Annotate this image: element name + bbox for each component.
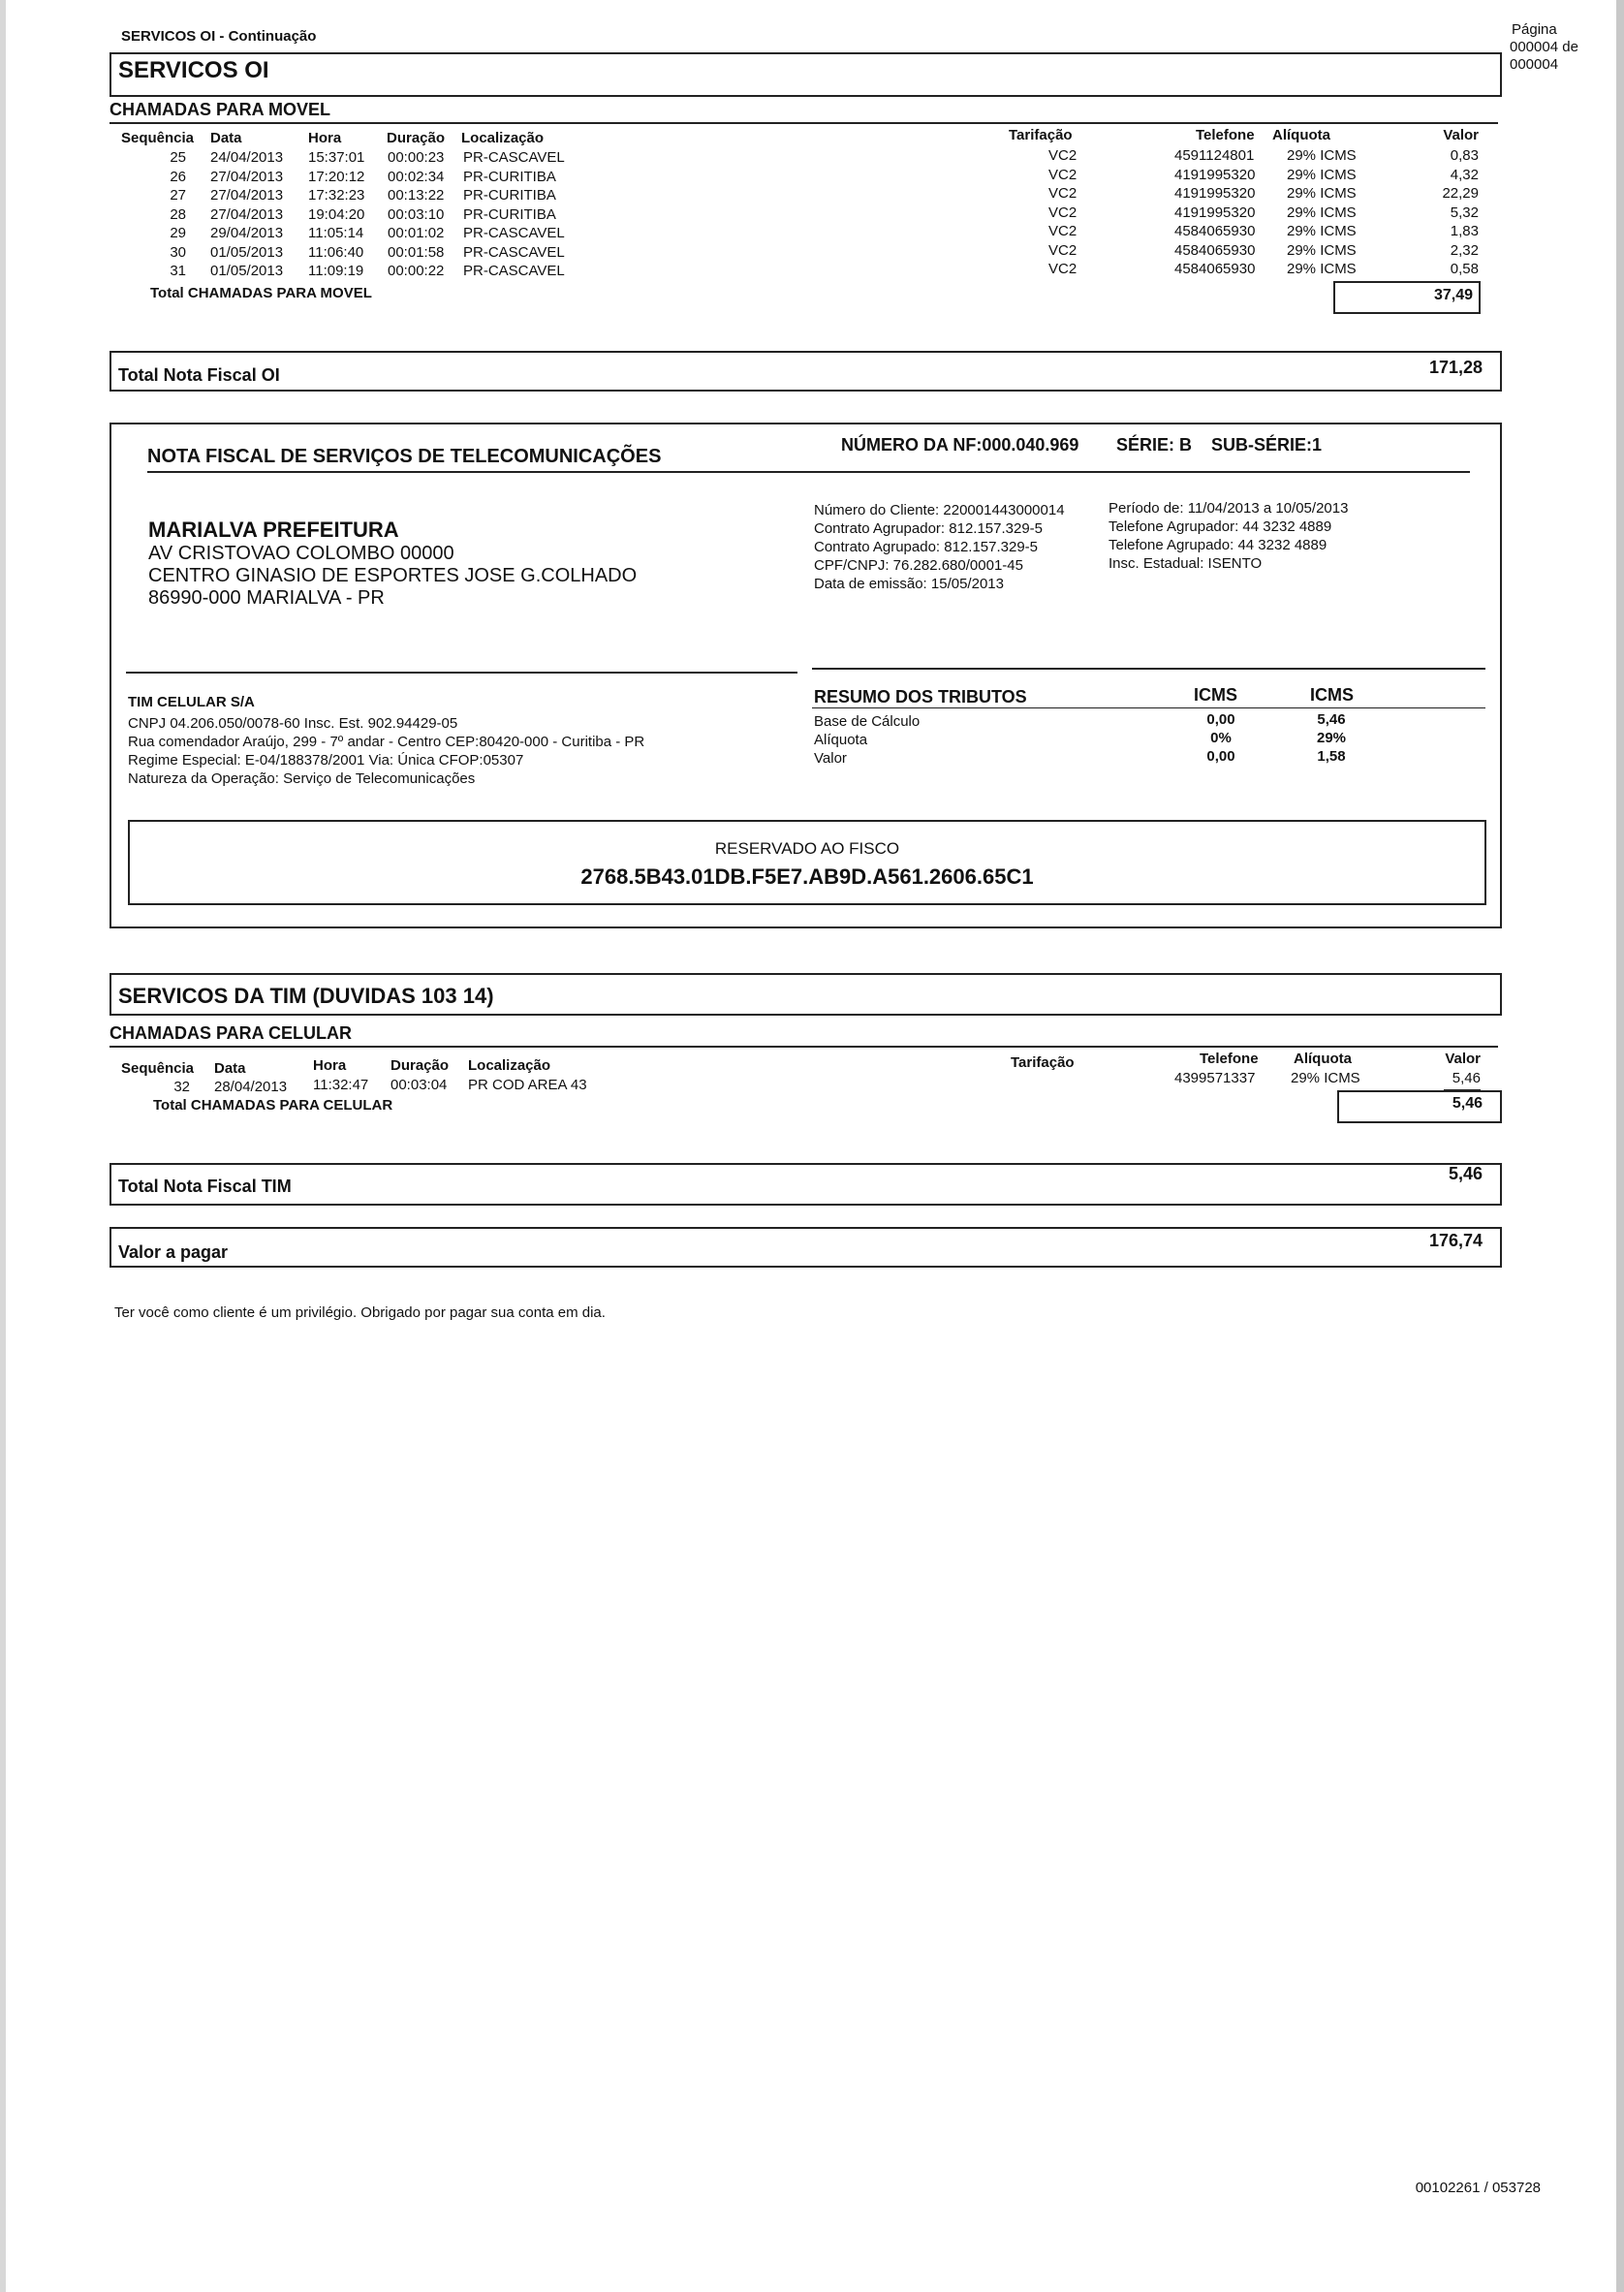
customer-name: MARIALVA PREFEITURA [148, 518, 399, 542]
table-cell: 01/05/2013 [210, 263, 284, 279]
table-cell: 29% ICMS [1287, 166, 1357, 183]
table-cell: 11:06:40 [308, 243, 364, 261]
tax-row-value: 0% [1210, 730, 1232, 746]
period-info-line: Insc. Estadual: ISENTO [1109, 555, 1263, 572]
tax-row-value: 0,00 [1206, 748, 1235, 765]
nf-number: NÚMERO DA NF:000.040.969 [841, 435, 1079, 455]
tim-calls-divider [109, 1046, 1498, 1048]
tim-row-value: 5,46 [1452, 1070, 1481, 1086]
table-cell: 00:03:10 [388, 205, 445, 223]
taxes-values-1 [1192, 710, 1250, 766]
fisco-box [128, 820, 1486, 905]
nf-series: SÉRIE: B [1116, 435, 1193, 455]
issuer-details [128, 714, 644, 788]
client-info-line: Número do Cliente: 220001443000014 [814, 502, 1065, 518]
section-title-oi: SERVICOS OI [118, 57, 269, 83]
table-cell: 00:00:23 [388, 149, 445, 166]
table-cell: PR-CASCAVEL [463, 225, 565, 241]
client-info-line: Data de emissão: 15/05/2013 [814, 576, 1004, 592]
table-cell: 28 [170, 205, 186, 223]
taxes-title: RESUMO DOS TRIBUTOS [814, 687, 1027, 706]
table-cell: 24/04/2013 [210, 149, 284, 166]
taxes-values-2 [1302, 710, 1360, 766]
tim-col-header-value: Valor [1445, 1051, 1481, 1067]
table-cell: 29% ICMS [1287, 261, 1357, 277]
col-header-seq: Sequência [121, 130, 195, 146]
taxes-col-2: ICMS [1310, 685, 1354, 705]
oi-location-column [463, 148, 565, 281]
table-cell: PR-CASCAVEL [463, 149, 565, 166]
taxes-labels [814, 712, 920, 768]
oi-total-box [109, 351, 1502, 392]
table-cell: 22,29 [1442, 185, 1479, 202]
issuer-line: Rua comendador Araújo, 299 - 7º andar - Centro CEP:80420-000 - Curitiba - PR [128, 734, 645, 750]
tim-col-header-date: Data [214, 1060, 246, 1077]
to-pay-value: 176,74 [1428, 1231, 1483, 1250]
tax-row-label: Alíquota [814, 732, 868, 748]
col-header-rate: Alíquota [1272, 127, 1330, 143]
tax-row-value: 29% [1316, 730, 1347, 746]
table-cell: 29% ICMS [1287, 241, 1357, 259]
table-cell: 29% ICMS [1287, 223, 1357, 239]
col-header-duration: Duração [387, 130, 446, 146]
oi-calls-section-title: CHAMADAS PARA MOVEL [109, 100, 330, 119]
table-cell: VC2 [1048, 185, 1077, 202]
table-cell: VC2 [1048, 204, 1077, 221]
tax-row-value: 1,58 [1317, 748, 1346, 765]
nf-title-divider [147, 471, 1470, 473]
table-cell: 11:05:14 [308, 225, 364, 241]
taxes-divider-top [812, 668, 1485, 670]
table-cell: PR-CASCAVEL [463, 243, 565, 261]
table-cell: 30 [170, 243, 186, 261]
table-cell: 27/04/2013 [210, 205, 284, 223]
footer-message: Ter você como cliente é um privilégio. Obrigado por pagar sua conta em dia. [114, 1304, 606, 1321]
oi-calls-divider [109, 122, 1498, 124]
col-header-location: Localização [461, 130, 545, 146]
oi-date-column [210, 148, 283, 281]
col-header-phone: Telefone [1196, 127, 1255, 143]
tim-col-header-phone: Telefone [1200, 1051, 1259, 1067]
document-code: 00102261 / 053728 [1415, 2180, 1541, 2196]
oi-value-column [1395, 146, 1479, 279]
table-cell: 5,32 [1450, 204, 1479, 221]
page-number: 000004 de [1510, 39, 1578, 55]
table-cell: 17:32:23 [308, 187, 365, 204]
table-cell: 31 [170, 263, 186, 279]
client-info-line: Contrato Agrupador: 812.157.329-5 [814, 520, 1044, 537]
tim-row-seq: 32 [173, 1079, 190, 1095]
table-cell: VC2 [1048, 147, 1077, 164]
table-cell: 26 [170, 168, 186, 185]
table-cell: 4191995320 [1174, 166, 1256, 183]
table-cell: VC2 [1048, 223, 1077, 239]
tim-row-rate: 29% ICMS [1291, 1070, 1360, 1086]
table-cell: VC2 [1048, 166, 1077, 183]
fisco-label: RESERVADO AO FISCO [714, 839, 900, 858]
oi-seq-column [155, 148, 186, 281]
table-cell: 4584065930 [1174, 261, 1256, 277]
client-info [814, 501, 1065, 593]
table-cell: 29% ICMS [1287, 204, 1357, 221]
table-cell: VC2 [1048, 241, 1077, 259]
table-cell: PR-CASCAVEL [463, 263, 565, 279]
tim-row-phone: 4399571337 [1174, 1070, 1256, 1086]
table-cell: 29% ICMS [1287, 185, 1357, 202]
page-label: Página [1512, 21, 1557, 38]
taxes-divider [812, 707, 1485, 708]
to-pay-label: Valor a pagar [118, 1242, 229, 1262]
oi-time-column [308, 148, 364, 281]
continuation-label: SERVICOS OI - Continuação [121, 28, 317, 45]
oi-tariff-column [1048, 146, 1077, 279]
col-header-time: Hora [308, 130, 342, 146]
oi-total-label: Total Nota Fiscal OI [118, 365, 280, 385]
table-cell: 2,32 [1450, 241, 1479, 259]
table-cell: 4584065930 [1174, 241, 1256, 259]
table-cell: 0,58 [1450, 261, 1479, 277]
table-cell: 29 [170, 225, 186, 241]
table-cell: 01/05/2013 [210, 243, 284, 261]
table-cell: 27/04/2013 [210, 168, 284, 185]
col-header-date: Data [210, 130, 242, 146]
tax-row-label: Base de Cálculo [814, 713, 921, 730]
customer-address-1: AV CRISTOVAO COLOMBO 00000 [148, 543, 454, 564]
table-cell: 29/04/2013 [210, 225, 284, 241]
table-cell: 27 [170, 187, 186, 204]
table-cell: PR-CURITIBA [463, 205, 556, 223]
tim-col-header-duration: Duração [390, 1057, 450, 1074]
client-info-line: Contrato Agrupado: 812.157.329-5 [814, 539, 1039, 555]
issuer-line: Natureza da Operação: Serviço de Telecomunicações [128, 770, 476, 787]
col-header-tariff: Tarifação [1009, 127, 1073, 143]
tim-total-label: Total Nota Fiscal TIM [118, 1177, 292, 1196]
tim-calls-section-title: CHAMADAS PARA CELULAR [109, 1023, 352, 1043]
tim-calls-total-value: 5,46 [1452, 1095, 1483, 1112]
oi-phone-column [1174, 146, 1255, 279]
table-cell: 19:04:20 [308, 205, 365, 223]
taxes-col-1: ICMS [1194, 685, 1237, 705]
issuer-line: Regime Especial: E-04/188378/2001 Via: Única CFOP:05307 [128, 752, 524, 769]
tim-col-header-rate: Alíquota [1294, 1051, 1352, 1067]
tim-row-location: PR COD AREA 43 [468, 1077, 587, 1093]
table-cell: 00:00:22 [388, 263, 445, 279]
table-cell: PR-CURITIBA [463, 168, 556, 185]
issuer-line: CNPJ 04.206.050/0078-60 Insc. Est. 902.94429-05 [128, 715, 458, 732]
table-cell: PR-CURITIBA [463, 187, 556, 204]
table-cell: 4191995320 [1174, 185, 1256, 202]
oi-rate-column [1287, 146, 1357, 279]
oi-calls-total-value: 37,49 [1433, 287, 1473, 303]
table-cell: 00:02:34 [388, 168, 445, 185]
table-cell: 1,83 [1450, 223, 1479, 239]
tim-col-header-time: Hora [313, 1057, 347, 1074]
tim-col-header-location: Localização [468, 1057, 551, 1074]
table-cell: 4584065930 [1174, 223, 1256, 239]
table-cell: 25 [170, 149, 186, 166]
table-cell: 4591124801 [1174, 147, 1255, 164]
table-cell: 00:01:58 [388, 243, 445, 261]
tim-row-time: 11:32:47 [313, 1077, 369, 1093]
table-cell: 00:01:02 [388, 225, 445, 241]
table-cell: 27/04/2013 [210, 187, 284, 204]
tim-row-duration: 00:03:04 [390, 1077, 448, 1093]
customer-address-2: CENTRO GINASIO DE ESPORTES JOSE G.COLHADO [148, 565, 638, 586]
table-cell: 29% ICMS [1287, 147, 1357, 164]
col-header-value: Valor [1443, 127, 1479, 143]
table-cell: 00:13:22 [388, 187, 445, 204]
table-cell: 15:37:01 [308, 149, 365, 166]
tim-col-header-seq: Sequência [121, 1060, 195, 1077]
fisco-code: 2768.5B43.01DB.F5E7.AB9D.A561.2606.65C1 [580, 864, 1034, 889]
oi-calls-total-label: Total CHAMADAS PARA MOVEL [150, 285, 372, 301]
table-cell: 0,83 [1450, 147, 1479, 164]
tim-total-box [109, 1163, 1502, 1206]
section-title-tim: SERVICOS DA TIM (DUVIDAS 103 14) [118, 984, 494, 1008]
tim-col-header-tariff: Tarifação [1011, 1054, 1075, 1071]
issuer-divider [126, 672, 797, 674]
tax-row-value: 5,46 [1317, 711, 1346, 728]
page-total: 000004 [1510, 56, 1559, 73]
tax-row-label: Valor [814, 750, 847, 767]
table-cell: 17:20:12 [308, 168, 365, 185]
customer-address-3: 86990-000 MARIALVA - PR [148, 587, 385, 609]
oi-total-value: 171,28 [1428, 358, 1483, 377]
nf-title: NOTA FISCAL DE SERVIÇOS DE TELECOMUNICAÇÕES [147, 446, 662, 467]
period-info-line: Telefone Agrupador: 44 3232 4889 [1109, 518, 1332, 535]
scan-right-edge [1616, 0, 1624, 2292]
nf-subseries: SUB-SÉRIE:1 [1211, 435, 1323, 455]
issuer-name: TIM CELULAR S/A [128, 694, 255, 710]
section-title-box-oi [109, 52, 1502, 97]
table-cell: 4,32 [1450, 166, 1479, 183]
oi-duration-column [388, 148, 444, 281]
table-cell: 11:09:19 [308, 263, 364, 279]
period-info-line: Telefone Agrupado: 44 3232 4889 [1109, 537, 1327, 553]
table-cell: 4191995320 [1174, 204, 1256, 221]
scan-left-edge [0, 0, 6, 2292]
table-cell: VC2 [1048, 261, 1077, 277]
period-info-line: Período de: 11/04/2013 a 10/05/2013 [1109, 500, 1349, 517]
to-pay-box [109, 1227, 1502, 1268]
client-info-line: CPF/CNPJ: 76.282.680/0001-45 [814, 557, 1023, 574]
tim-total-value: 5,46 [1448, 1164, 1483, 1183]
tim-row-date: 28/04/2013 [214, 1079, 288, 1095]
period-info [1109, 499, 1348, 573]
tim-calls-total-label: Total CHAMADAS PARA CELULAR [153, 1097, 393, 1114]
tax-row-value: 0,00 [1206, 711, 1235, 728]
